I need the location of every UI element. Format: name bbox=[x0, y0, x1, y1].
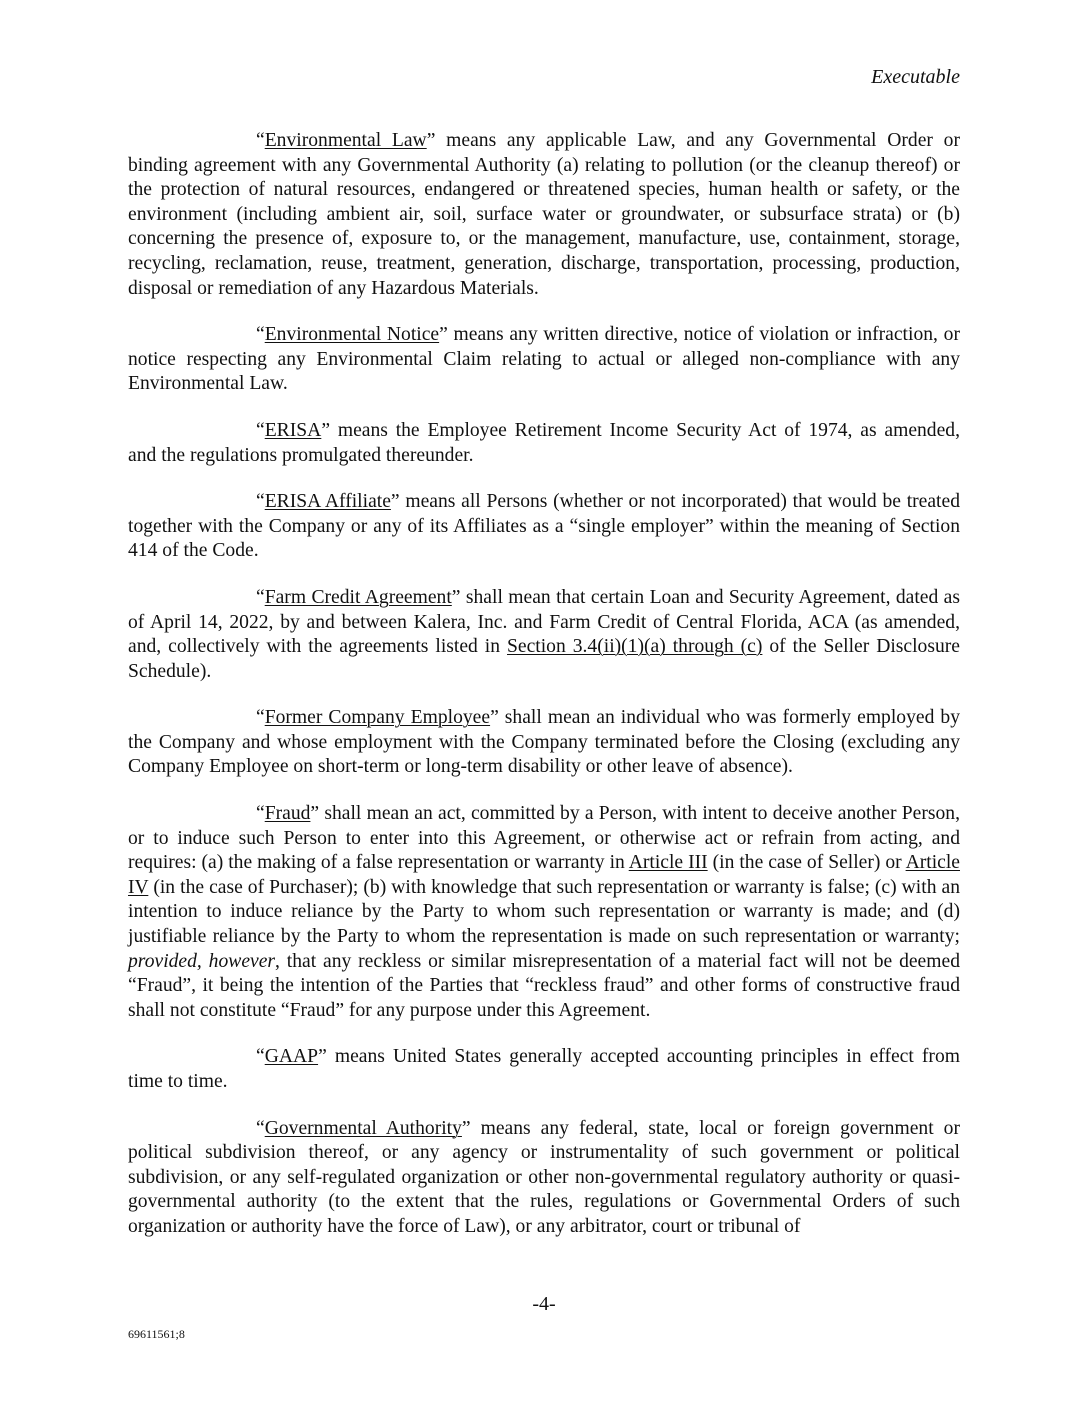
definition-text: ” means any applicable Law, and any Governmental Order or binding agreement with any Governmental Authority (a) relating to pollution (or the cleanup thereof) or the protection of natural resources, endangered or threatened species, human health or safety, or the environment (including ambient air, soil, surface water or groundwater, or subsurface strata) or (b) concerning the presence of, exposure to, or the management, manufacture, use, containment, storage, recycling, reclamation, reuse, treatment, generation, discharge, transportation, processing, production, disposal or remediation of any Hazardous Materials. bbox=[128, 130, 960, 299]
open-quote: “ bbox=[256, 130, 265, 151]
definition-environmental-law bbox=[128, 129, 960, 301]
definition-former-company-employee bbox=[128, 706, 960, 780]
definition-text: ” shall mean that certain Loan and Security Agreement, dated as of April 14, 2022, by and between Kalera, Inc. and Farm Credit of Central Florida, ACA (as amended, and, collectively with the agreements listed in bbox=[128, 586, 961, 658]
definition-text: ” means any written directive, notice of violation or infraction, or notice respecting any Environmental Claim relating to actual or alleged non-compliance with any Environmental Law. bbox=[128, 324, 960, 395]
definition-text: ” means any federal, state, local or foreign government or political subdivision thereof, or any agency or instrumentality of such government or political subdivision, or any self-regulated organization or other non-governmental regulatory authority or quasi-governmental authority (to the extent that the rules, regulations or Governmental Orders of such organization or authority have the force of Law), or any arbitrator, court or tribunal of bbox=[128, 1117, 960, 1237]
section-reference: Section 3.4(ii)(1)(a) through (c) bbox=[507, 636, 763, 658]
definition-farm-credit-agreement bbox=[128, 586, 960, 684]
definition-text: ” shall mean an individual who was formerly employed by the Company and whose employment with the Company terminated before the Closing (excluding any Company Employee on short-term or long-term disability or other leave of absence). bbox=[128, 707, 961, 778]
article-reference: Article III bbox=[628, 852, 708, 874]
italic-proviso: provided, however bbox=[128, 950, 276, 972]
defined-term: ERISA Affiliate bbox=[264, 491, 391, 513]
definition-text: ” means all Persons (whether or not incorporated) that would be treated together with the Company or any of its Affiliates as a “single employer” within the meaning of Section 414 of the Code. bbox=[128, 491, 960, 562]
definition-erisa bbox=[128, 419, 960, 468]
definition-text: ” shall mean an act, committed by a Person, with intent to deceive another Person, or to induce such Person to enter into this Agreement, or otherwise act or refrain from acting, and requires: (a) the making of a false representation or warranty in bbox=[128, 803, 960, 874]
defined-term: Environmental Law bbox=[264, 130, 427, 151]
definition-governmental-authority bbox=[128, 1117, 960, 1240]
definition-text: ” means the Employee Retirement Income Security Act of 1974, as amended, and the regulations promulgated thereunder. bbox=[128, 419, 960, 466]
article-reference: Article IV bbox=[128, 852, 960, 898]
definition-text: of the Seller Disclosure Schedule). bbox=[128, 636, 960, 682]
page-number: -4- bbox=[532, 1293, 556, 1315]
definition-environmental-notice bbox=[128, 323, 960, 397]
definitions-body bbox=[128, 129, 960, 1262]
open-quote: “ bbox=[256, 803, 265, 825]
defined-term: Farm Credit Agreement bbox=[264, 586, 452, 608]
definition-erisa-affiliate bbox=[128, 490, 960, 564]
definition-text: (in the case of Purchaser); (b) with knowledge that such representation or warranty is false; (c) with an intention to induce reliance by the Party to whom such representation or warranty is made; and (d) justifiable reliance by the Party to whom the representation is made on such representation or warranty; bbox=[128, 876, 960, 948]
definition-text: (in the case of Seller) or bbox=[707, 852, 906, 874]
open-quote: “ bbox=[256, 324, 265, 346]
defined-term: Governmental Authority bbox=[264, 1117, 462, 1139]
defined-term: GAAP bbox=[264, 1046, 319, 1068]
open-quote: “ bbox=[256, 491, 265, 513]
definition-gaap bbox=[128, 1045, 960, 1094]
definition-text: ” means United States generally accepted accounting principles in effect from time to time. bbox=[128, 1046, 960, 1092]
open-quote: “ bbox=[256, 707, 265, 729]
defined-term: Environmental Notice bbox=[264, 324, 440, 346]
document-id: 69611561;8 bbox=[128, 1327, 185, 1341]
open-quote: “ bbox=[256, 586, 265, 608]
open-quote: “ bbox=[256, 1117, 265, 1139]
definition-text: , that any reckless or similar misrepresentation of a material fact will not be deemed “Fraud”, it being the intention of the Parties that “reckless fraud” and other forms of constructive fraud shall not constitute “Fraud” for any purpose under this Agreement. bbox=[128, 950, 960, 1021]
open-quote: “ bbox=[256, 419, 265, 441]
open-quote: “ bbox=[256, 1046, 265, 1068]
defined-term: ERISA bbox=[264, 419, 322, 441]
definition-fraud bbox=[128, 802, 960, 1023]
header-label: Executable bbox=[871, 66, 960, 88]
defined-term: Former Company Employee bbox=[264, 707, 491, 729]
defined-term: Fraud bbox=[264, 803, 311, 825]
